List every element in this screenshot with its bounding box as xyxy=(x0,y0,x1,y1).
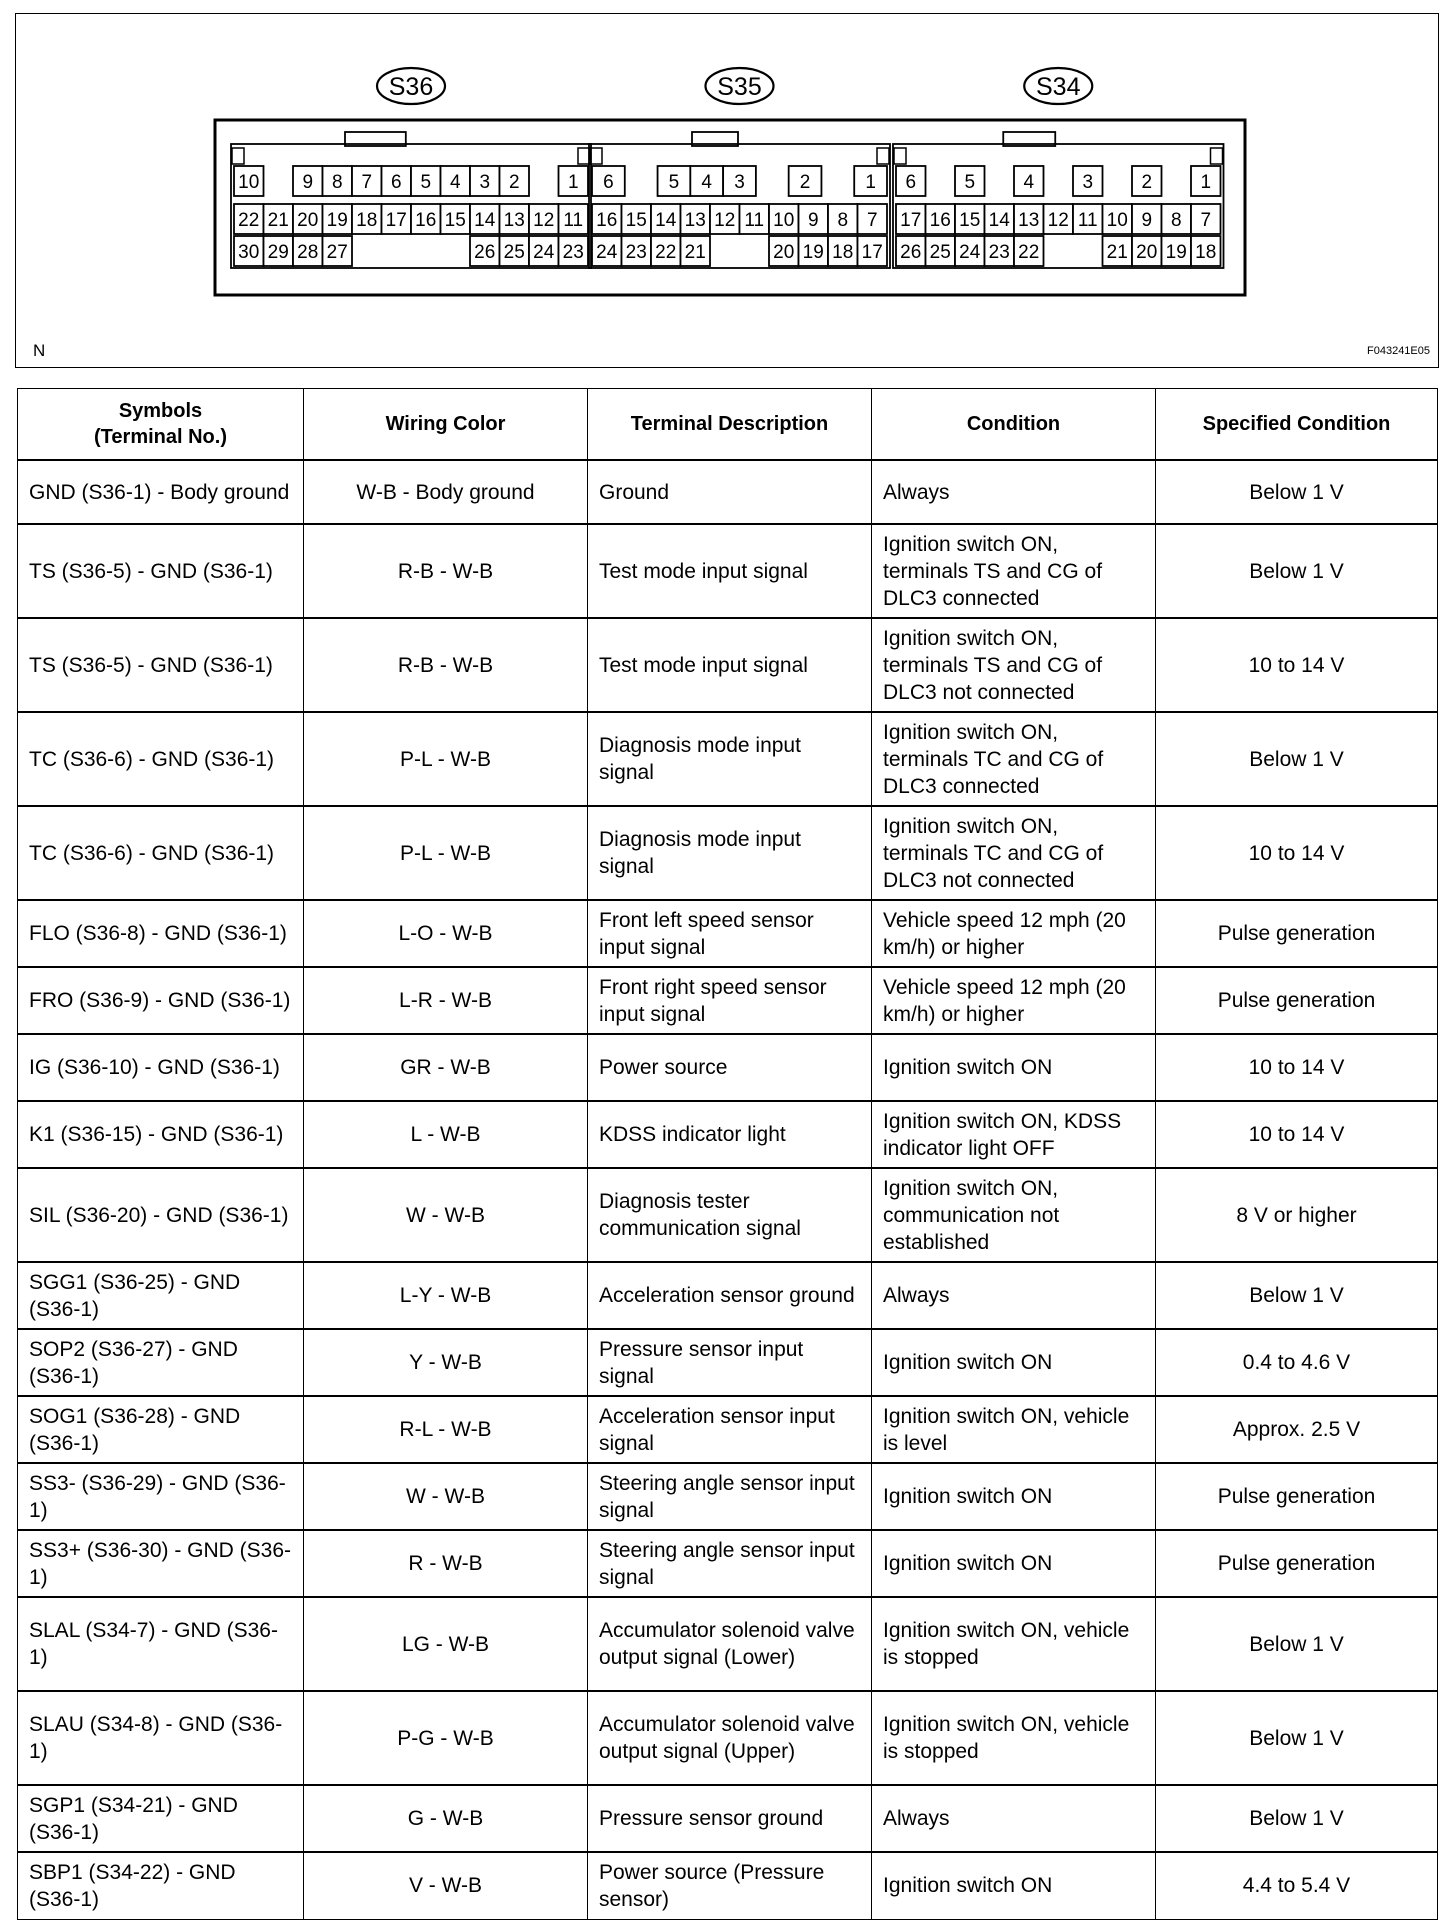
terminal-number: 2 xyxy=(508,172,520,193)
cell-terminal-description: Steering angle sensor input signal xyxy=(588,1530,872,1597)
cell-symbols: SBP1 (S34-22) - GND (S36-1) xyxy=(18,1852,304,1919)
terminal-number: 17 xyxy=(900,210,922,231)
cell-symbols: FLO (S36-8) - GND (S36-1) xyxy=(18,900,304,967)
table-row xyxy=(18,1262,1438,1329)
cell-wiring-color: L-O - W-B xyxy=(304,900,588,967)
cell-terminal-description: Front left speed sensor input signal xyxy=(588,900,872,967)
cell-symbols: FRO (S36-9) - GND (S36-1) xyxy=(18,967,304,1034)
connector-label: S35 xyxy=(717,73,762,101)
cell-terminal-description: Accumulator solenoid valve output signal (Upper) xyxy=(588,1691,872,1785)
cell-specified-condition: 10 to 14 V xyxy=(1156,806,1438,900)
cell-terminal-description: Test mode input signal xyxy=(588,524,872,618)
terminal-number: 15 xyxy=(959,210,981,231)
table-row xyxy=(18,1463,1438,1530)
cell-condition: Ignition switch ON, vehicle is stopped xyxy=(872,1691,1156,1785)
cell-symbols: SLAU (S34-8) - GND (S36-1) xyxy=(18,1691,304,1785)
table-row xyxy=(18,1530,1438,1597)
terminal-number: 22 xyxy=(1018,242,1040,263)
terminal-number: 13 xyxy=(1018,210,1040,231)
terminal-number: 19 xyxy=(802,242,824,263)
cell-condition: Ignition switch ON, terminals TS and CG of DLC3 not connected xyxy=(872,618,1156,712)
cell-condition: Ignition switch ON, communication not established xyxy=(872,1168,1156,1262)
cell-terminal-description: Ground xyxy=(588,460,872,524)
cell-specified-condition: 0.4 to 4.6 V xyxy=(1156,1329,1438,1396)
terminal-number: 21 xyxy=(684,242,706,263)
terminal-number: 22 xyxy=(238,210,260,231)
cell-terminal-description: Diagnosis tester communication signal xyxy=(588,1168,872,1262)
cell-wiring-color: P-L - W-B xyxy=(304,712,588,806)
terminal-number: 12 xyxy=(533,210,555,231)
terminal-number: 25 xyxy=(929,242,951,263)
cell-symbols: SOG1 (S36-28) - GND (S36-1) xyxy=(18,1396,304,1463)
terminal-number: 16 xyxy=(415,210,437,231)
terminal-number: 5 xyxy=(668,172,680,193)
cell-wiring-color: P-L - W-B xyxy=(304,806,588,900)
terminal-number: 26 xyxy=(900,242,922,263)
terminal-number: 9 xyxy=(1141,210,1153,231)
cell-wiring-color: W-B - Body ground xyxy=(304,460,588,524)
cell-terminal-description: Pressure sensor ground xyxy=(588,1785,872,1852)
corner-label: N xyxy=(33,341,46,360)
cell-terminal-description: Power source (Pressure sensor) xyxy=(588,1852,872,1919)
cell-wiring-color: W - W-B xyxy=(304,1463,588,1530)
connector-clip xyxy=(1211,148,1223,164)
cell-wiring-color: R-B - W-B xyxy=(304,524,588,618)
cell-wiring-color: R-B - W-B xyxy=(304,618,588,712)
terminal-number: 21 xyxy=(267,210,289,231)
cell-terminal-description: Front right speed sensor input signal xyxy=(588,967,872,1034)
terminal-number: 11 xyxy=(1077,210,1098,231)
cell-wiring-color: V - W-B xyxy=(304,1852,588,1919)
cell-specified-condition: 8 V or higher xyxy=(1156,1168,1438,1262)
terminal-number: 18 xyxy=(356,210,378,231)
cell-wiring-color: LG - W-B xyxy=(304,1597,588,1691)
cell-terminal-description: Power source xyxy=(588,1034,872,1101)
table-body xyxy=(18,460,1438,1919)
terminal-number: 20 xyxy=(1136,242,1158,263)
cell-specified-condition: Pulse generation xyxy=(1156,900,1438,967)
cell-terminal-description: Acceleration sensor ground xyxy=(588,1262,872,1329)
terminal-number: 20 xyxy=(773,242,795,263)
cell-condition: Ignition switch ON, vehicle is stopped xyxy=(872,1597,1156,1691)
col-header-symbols-text: Symbols (Terminal No.) xyxy=(94,400,227,448)
terminal-number: 29 xyxy=(267,242,289,263)
terminal-number: 14 xyxy=(655,210,677,231)
cell-wiring-color: L-R - W-B xyxy=(304,967,588,1034)
terminal-number: 21 xyxy=(1106,242,1128,263)
terminal-table xyxy=(17,388,1438,1920)
connector-label: S34 xyxy=(1036,73,1081,101)
terminal-number: 12 xyxy=(1047,210,1069,231)
connector-clip xyxy=(232,148,244,164)
terminal-number: 24 xyxy=(596,242,618,263)
terminal-number: 18 xyxy=(1195,242,1217,263)
terminal-number: 7 xyxy=(361,172,373,193)
terminal-number: 12 xyxy=(714,210,736,231)
terminal-number: 1 xyxy=(865,172,876,193)
terminal-number: 4 xyxy=(449,172,461,193)
cell-symbols: SOP2 (S36-27) - GND (S36-1) xyxy=(18,1329,304,1396)
connector-clip xyxy=(877,148,889,164)
col-header-condition: Condition xyxy=(872,389,1156,461)
table-row xyxy=(18,1597,1438,1691)
terminal-number: 15 xyxy=(444,210,466,231)
table-row xyxy=(18,1329,1438,1396)
cell-wiring-color: R-L - W-B xyxy=(304,1396,588,1463)
cell-symbols: IG (S36-10) - GND (S36-1) xyxy=(18,1034,304,1101)
cell-condition: Always xyxy=(872,1785,1156,1852)
cell-specified-condition: 4.4 to 5.4 V xyxy=(1156,1852,1438,1919)
terminal-number: 8 xyxy=(331,172,343,193)
terminal-number: 22 xyxy=(655,242,677,263)
cell-condition: Always xyxy=(872,460,1156,524)
terminal-number: 8 xyxy=(1170,210,1182,231)
terminal-number: 27 xyxy=(326,242,348,263)
table-row xyxy=(18,1034,1438,1101)
cell-wiring-color: R - W-B xyxy=(304,1530,588,1597)
terminal-number: 1 xyxy=(1200,172,1212,193)
figure-id: F043241E05 xyxy=(1367,345,1430,357)
cell-condition: Vehicle speed 12 mph (20 km/h) or higher xyxy=(872,967,1156,1034)
terminal-number: 24 xyxy=(959,242,981,263)
cell-terminal-description: Test mode input signal xyxy=(588,618,872,712)
cell-symbols: TC (S36-6) - GND (S36-1) xyxy=(18,806,304,900)
col-header-terminal-description: Terminal Description xyxy=(588,389,872,461)
cell-condition: Ignition switch ON, terminals TC and CG of DLC3 connected xyxy=(872,712,1156,806)
terminal-number: 14 xyxy=(988,210,1010,231)
terminal-number: 7 xyxy=(1200,210,1212,231)
cell-specified-condition: Approx. 2.5 V xyxy=(1156,1396,1438,1463)
terminal-number: 3 xyxy=(1082,172,1094,193)
cell-specified-condition: Below 1 V xyxy=(1156,1597,1438,1691)
cell-symbols: K1 (S36-15) - GND (S36-1) xyxy=(18,1101,304,1168)
table-row xyxy=(18,1101,1438,1168)
terminal-number: 9 xyxy=(807,210,819,231)
terminal-number: 16 xyxy=(596,210,618,231)
terminal-number: 17 xyxy=(861,242,883,263)
cell-condition: Always xyxy=(872,1262,1156,1329)
cell-specified-condition: Below 1 V xyxy=(1156,1691,1438,1785)
terminal-number: 26 xyxy=(474,242,496,263)
table-row xyxy=(18,712,1438,806)
cell-specified-condition: 10 to 14 V xyxy=(1156,1034,1438,1101)
terminal-number: 23 xyxy=(988,242,1010,263)
terminal-number: 13 xyxy=(503,210,525,231)
terminal-number: 2 xyxy=(1141,172,1153,193)
cell-specified-condition: Pulse generation xyxy=(1156,1530,1438,1597)
cell-symbols: TS (S36-5) - GND (S36-1) xyxy=(18,524,304,618)
cell-symbols: SS3+ (S36-30) - GND (S36-1) xyxy=(18,1530,304,1597)
table-row xyxy=(18,618,1438,712)
cell-condition: Ignition switch ON, vehicle is level xyxy=(872,1396,1156,1463)
cell-specified-condition: Pulse generation xyxy=(1156,967,1438,1034)
table-row xyxy=(18,1396,1438,1463)
table-row xyxy=(18,1691,1438,1785)
cell-terminal-description: Steering angle sensor input signal xyxy=(588,1463,872,1530)
terminal-number: 23 xyxy=(562,242,584,263)
terminal-number: 3 xyxy=(734,172,745,193)
cell-terminal-description: Accumulator solenoid valve output signal (Lower) xyxy=(588,1597,872,1691)
cell-symbols: TS (S36-5) - GND (S36-1) xyxy=(18,618,304,712)
terminal-number: 11 xyxy=(744,210,765,231)
table-row xyxy=(18,900,1438,967)
cell-specified-condition: Below 1 V xyxy=(1156,1262,1438,1329)
cell-terminal-description: Acceleration sensor input signal xyxy=(588,1396,872,1463)
cell-specified-condition: 10 to 14 V xyxy=(1156,618,1438,712)
table-row xyxy=(18,460,1438,524)
cell-specified-condition: Pulse generation xyxy=(1156,1463,1438,1530)
cell-symbols: SGG1 (S36-25) - GND (S36-1) xyxy=(18,1262,304,1329)
connector-label: S36 xyxy=(388,73,434,101)
cell-symbols: SS3- (S36-29) - GND (S36-1) xyxy=(18,1463,304,1530)
terminal-number: 28 xyxy=(297,242,319,263)
terminal-number: 14 xyxy=(474,210,496,231)
terminal-number: 19 xyxy=(1165,242,1187,263)
cell-wiring-color: W - W-B xyxy=(304,1168,588,1262)
cell-condition: Vehicle speed 12 mph (20 km/h) or higher xyxy=(872,900,1156,967)
terminal-number: 4 xyxy=(1023,172,1035,193)
terminal-number: 6 xyxy=(390,172,402,193)
cell-condition: Ignition switch ON xyxy=(872,1463,1156,1530)
table-row xyxy=(18,967,1438,1034)
cell-wiring-color: G - W-B xyxy=(304,1785,588,1852)
connector-drawing xyxy=(16,14,1437,366)
cell-terminal-description: KDSS indicator light xyxy=(588,1101,872,1168)
col-header-wiring-color: Wiring Color xyxy=(304,389,588,461)
table-row xyxy=(18,1168,1438,1262)
cell-symbols: GND (S36-1) - Body ground xyxy=(18,460,304,524)
connector-diagram xyxy=(15,13,1439,368)
cell-specified-condition: Below 1 V xyxy=(1156,460,1438,524)
terminal-number: 13 xyxy=(684,210,706,231)
table-row xyxy=(18,806,1438,900)
terminal-number: 2 xyxy=(799,172,811,193)
terminal-number: 6 xyxy=(603,172,614,193)
terminal-number: 19 xyxy=(326,210,348,231)
cell-specified-condition: Below 1 V xyxy=(1156,712,1438,806)
terminal-number: 18 xyxy=(832,242,854,263)
terminal-number: 8 xyxy=(837,210,849,231)
cell-specified-condition: Below 1 V xyxy=(1156,524,1438,618)
terminal-number: 5 xyxy=(420,172,432,193)
cell-symbols: SLAL (S34-7) - GND (S36-1) xyxy=(18,1597,304,1691)
terminal-number: 3 xyxy=(479,172,491,193)
col-header-specified-condition: Specified Condition xyxy=(1156,389,1438,461)
terminal-number: 9 xyxy=(302,172,314,193)
cell-condition: Ignition switch ON, KDSS indicator light OFF xyxy=(872,1101,1156,1168)
terminal-number: 7 xyxy=(866,210,878,231)
cell-specified-condition: 10 to 14 V xyxy=(1156,1101,1438,1168)
table-row xyxy=(18,1852,1438,1919)
terminal-number: 1 xyxy=(567,172,579,193)
table-header-row xyxy=(18,389,1438,461)
connector-clip xyxy=(894,148,906,164)
terminal-number: 25 xyxy=(503,242,525,263)
terminal-number: 11 xyxy=(563,210,584,231)
table-row xyxy=(18,524,1438,618)
terminal-number: 23 xyxy=(625,242,647,263)
cell-wiring-color: P-G - W-B xyxy=(304,1691,588,1785)
terminal-number: 16 xyxy=(929,210,951,231)
cell-wiring-color: L - W-B xyxy=(304,1101,588,1168)
cell-condition: Ignition switch ON xyxy=(872,1034,1156,1101)
terminal-number: 10 xyxy=(1106,210,1128,231)
cell-condition: Ignition switch ON xyxy=(872,1852,1156,1919)
cell-specified-condition: Below 1 V xyxy=(1156,1785,1438,1852)
terminal-number: 4 xyxy=(701,172,713,193)
cell-wiring-color: Y - W-B xyxy=(304,1329,588,1396)
cell-terminal-description: Diagnosis mode input signal xyxy=(588,806,872,900)
terminal-number: 24 xyxy=(533,242,555,263)
terminal-number: 20 xyxy=(297,210,319,231)
cell-symbols: SIL (S36-20) - GND (S36-1) xyxy=(18,1168,304,1262)
cell-terminal-description: Diagnosis mode input signal xyxy=(588,712,872,806)
terminal-number: 10 xyxy=(773,210,795,231)
terminal-number: 6 xyxy=(905,172,917,193)
cell-condition: Ignition switch ON xyxy=(872,1530,1156,1597)
cell-wiring-color: L-Y - W-B xyxy=(304,1262,588,1329)
terminal-number: 5 xyxy=(964,172,976,193)
cell-wiring-color: GR - W-B xyxy=(304,1034,588,1101)
cell-condition: Ignition switch ON, terminals TC and CG of DLC3 not connected xyxy=(872,806,1156,900)
terminal-number: 15 xyxy=(625,210,647,231)
cell-condition: Ignition switch ON xyxy=(872,1329,1156,1396)
table-row xyxy=(18,1785,1438,1852)
cell-condition: Ignition switch ON, terminals TS and CG of DLC3 connected xyxy=(872,524,1156,618)
terminal-number: 10 xyxy=(238,172,260,193)
cell-terminal-description: Pressure sensor input signal xyxy=(588,1329,872,1396)
cell-symbols: SGP1 (S34-21) - GND (S36-1) xyxy=(18,1785,304,1852)
col-header-symbols xyxy=(18,389,304,461)
terminal-number: 17 xyxy=(385,210,407,231)
cell-symbols: TC (S36-6) - GND (S36-1) xyxy=(18,712,304,806)
terminal-number: 30 xyxy=(238,242,260,263)
